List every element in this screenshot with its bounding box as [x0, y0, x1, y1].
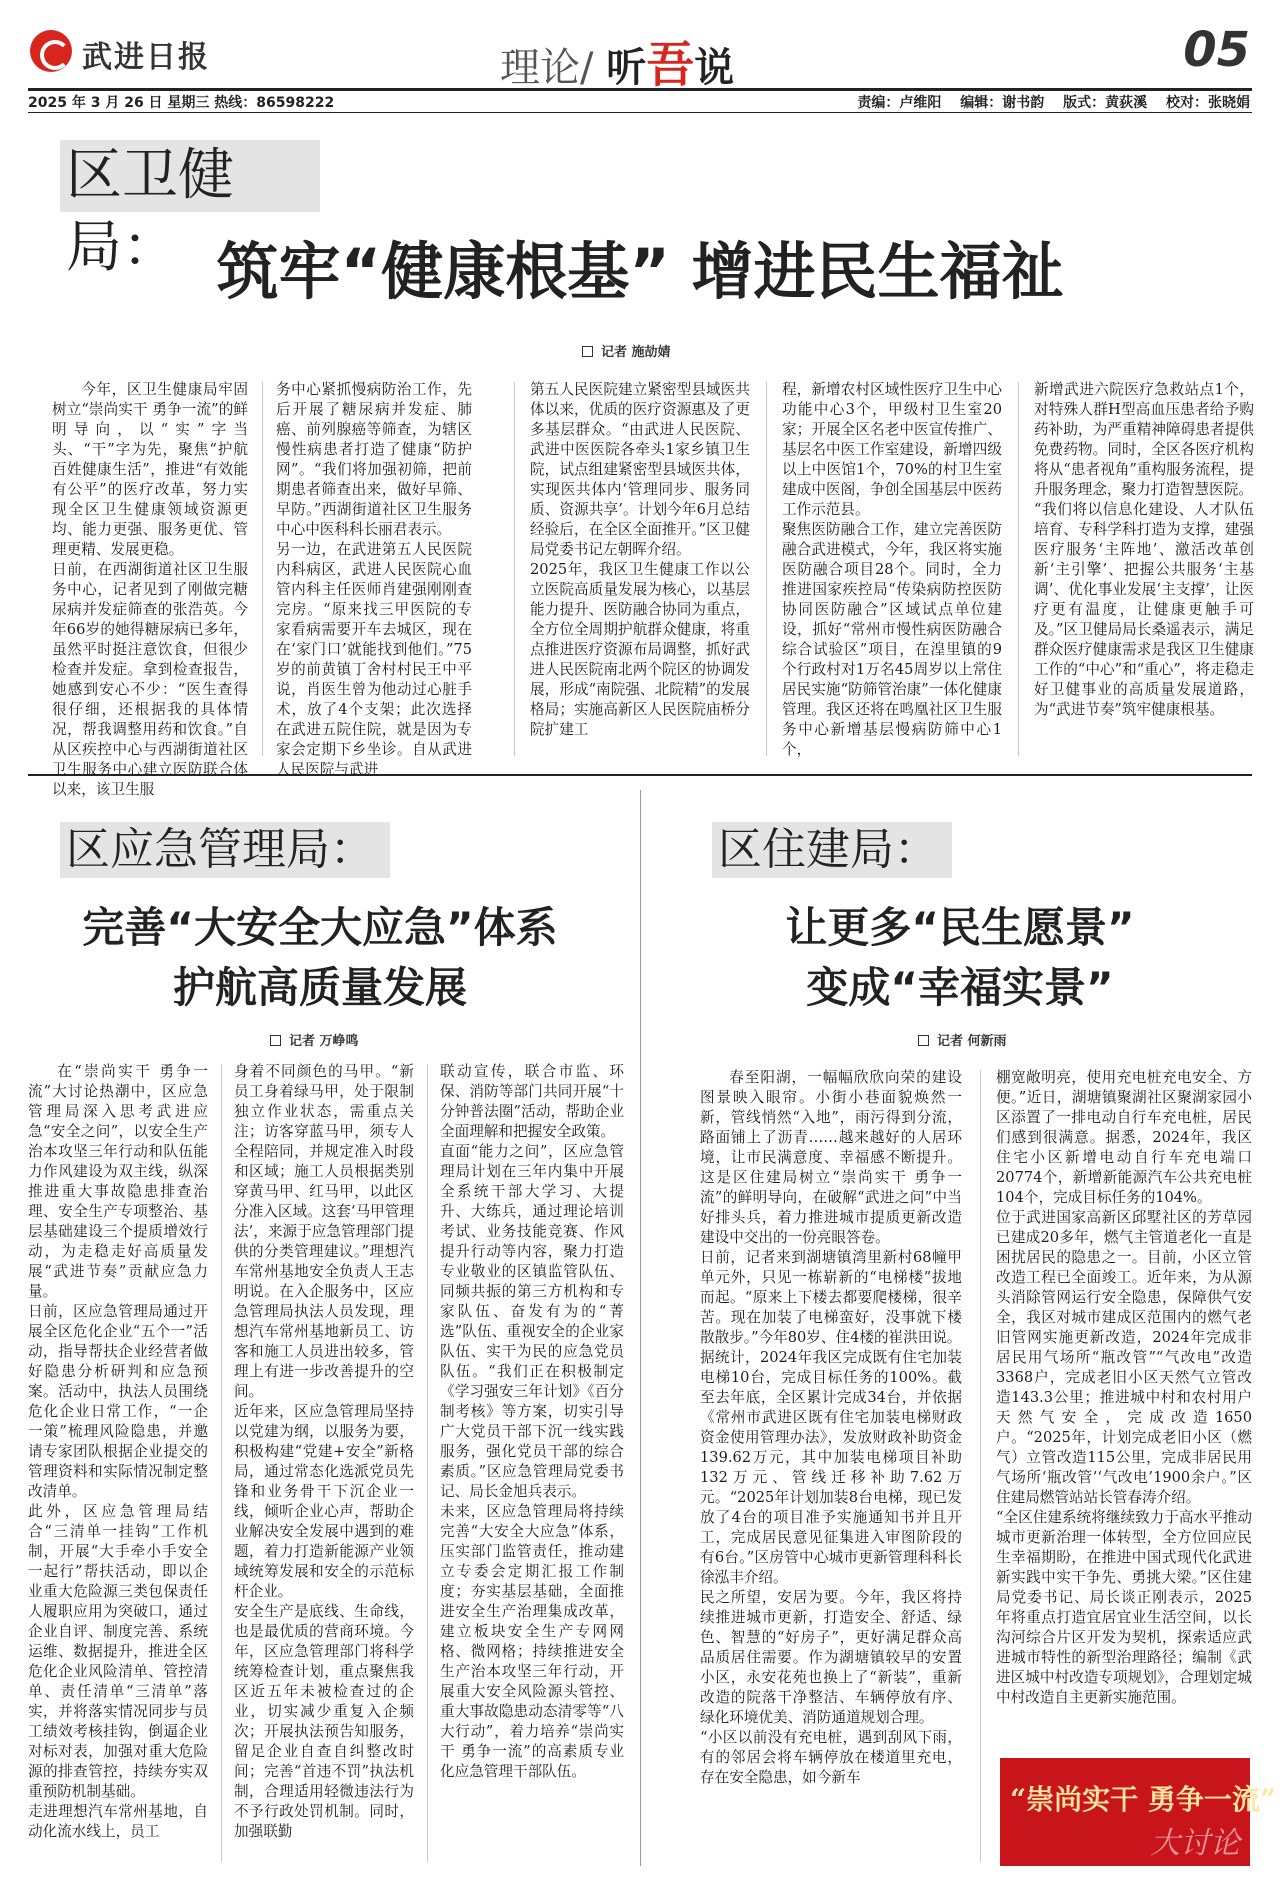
byline-box-icon [270, 1035, 281, 1046]
article1-col1-text: 今年，区卫生健康局牢固树立“崇尚实干 勇争一流”的鲜明导向，以“实”字当头、“干”字为先，聚焦“护航百姓健康生活”，推进“有效能 有公平”的医疗改革，努力实现全区卫生健康领域资源更均、能力更强、服务更优、管理更精、发展更稳。 日前，在西湖街道社区卫生服务中心，记者见到了刚做完糖尿病并发症筛查的张浩英。今年66岁的她得糖尿病已多年，虽然平时挺注意饮食，但很少检查并发症。拿到检查报告，她感到安心不少：“医生查得很仔细，还根据我的具体情况，帮我调整用药和饮食。”自从区疾控中心与西湖街道社区卫生服务中心建立医防联合体以来，该卫生服 [52, 381, 248, 798]
article2-dept-text: 区应急管理局： [66, 824, 374, 875]
article1-column-3 [530, 380, 750, 760]
column-divider [766, 382, 767, 756]
article1-byline [582, 341, 671, 360]
column-divider [262, 382, 263, 756]
article2-column-2 [234, 1062, 414, 1864]
slogan-badge [1000, 1758, 1276, 1866]
article1-col4-text: 程，新增农村区域性医疗卫生中心功能中心3个，甲级村卫生室20家；开展全区名老中医宣传推广、基层名中医工作室建设，新增四级以上中医馆1个，70%的村卫生室建成中医阁，争创全国基层中医药工作示范县。 聚焦医防融合工作，建立完善医防融合武进模式，今年，我区将实施医防融合项目28个。同时，全力推进国家疾控局“传染病防控医防协同医防融合”区域试点单位建设，抓好“常州市慢性病医防融合综合试验区”项目，在湟里镇的9个行政村对1万名45周岁以上常住居民实施“防筛管治康”一体化健康管理。我区还将在鸣凰社区卫生服务中心新增基层慢病防筛中心1个， [782, 381, 1002, 758]
article2-headline-line1: 完善“大安全大应急”体系 [82, 903, 558, 952]
article1-dept-label [60, 140, 320, 280]
article1-col2-text: 务中心紧抓慢病防治工作，先后开展了糖尿病并发症、肺癌、前列腺癌等筛查，为辖区慢性病患者打造了健康“防护网”。“我们将加强初筛，把前期患者筛查出来，做好早筛、早防。”西湖街道社区卫生服务中心中医科科长丽君表示。 另一边，在武进第五人民医院内科病区，武进人民医院心血管内科主任医师肖建强刚刚查完房。“原来找三甲医院的专家看病需要开车去城区，现在在‘家门口’就能找到他们。”75岁的前黄镇丁舍村村民王中平说，肖医生曾为他动过心脏手术，放了4个支架；此次选择在武进五院住院，就是因为专家会定期下乡坐诊。自从武进人民医院与武进 [276, 381, 472, 778]
article-divider [640, 790, 641, 1866]
byline-box-icon [918, 1035, 929, 1046]
article1-column-2 [276, 380, 472, 778]
slogan-badge-subtext: 大讨论 [1150, 1826, 1240, 1861]
article2-col2-text: 身着不同颜色的马甲。“新员工身着绿马甲，处于限制独立作业状态，需重点关注；访客穿蓝马甲，须专人全程陪同，并规定准入时段和区域；施工人员根据类别穿黄马甲、红马甲，以此区分准入区域。这套‘马甲管理法’，来源于应急管理部门提供的分类管理建议。”理想汽车常州基地安全负责人王志明说。在入企服务中，区应急管理局执法人员发现，理想汽车常州基地新员工、访客和施工人员进出较多，管理上有进一步改善提升的空间。 近年来，区应急管理局坚持以党建为纲，以服务为要，积极构建“党建+安全”新格局，通过常态化选派党员先锋和业务骨干下沉企业一线，倾听企业心声，帮助企业解决安全发展中遇到的难题，着力打造新能源产业领域统筹发展和安全的示范标杆企业。 安全生产是底线、生命线，也是最优质的营商环境。今年，区应急管理部门将科学统筹检查计划，重点聚焦我区近五年未被检查过的企业，切实减少重复入企频次；开展执法预告知服务，留足企业自查自纠整改时间；完善“首违不罚”执法机制，合理适用轻微违法行为不予行政处罚机制。同时，加强联勤 [234, 1063, 414, 1840]
section-right-2: 吾 [646, 37, 695, 93]
section-right-1: 听 [606, 45, 647, 91]
article3-byline [918, 1030, 1007, 1049]
section-title [500, 26, 734, 95]
article1-byline-text: 记者 施劼婧 [601, 345, 671, 360]
article3-column-2 [996, 1068, 1252, 1750]
article2-column-3 [440, 1062, 624, 1864]
article2-col3-text: 联动宣传，联合市监、环保、消防等部门共同开展“十分钟普法圈”活动，帮助企业全面理解和把握安全政策。 直面“能力之问”，区应急管理局计划在三年内集中开展全系统干部大学习、大提升、大练兵，通过理论培训考试、业务技能竞赛、作风提升行动等内容，聚力打造专业敬业的区镇监管队伍、同频共振的第三方机构和专家队伍、奋发有为的“菁选”队伍、重视安全的企业家队伍、实干为民的应急党员队伍。“我们正在积极制定《学习强安三年计划》《百分制考核》等方案，切实引导广大党员干部下沉一线实践服务，强化党员干部的综合素质。”区应急管理局党委书记、局长金旭兵表示。 未来，区应急管理局将持续完善“大安全大应急”体系，压实部门监管责任，推动建立专委会定期汇报工作制度；夯实基层基础，全面推进安全生产治理集成改革，建立板块安全生产专网网格、微网格；持续推进安全生产治本攻坚三年行动，开展重大安全风险源头管控、重大事故隐患动态清零等“八大行动”，着力培养“崇尚实干 勇争一流”的高素质专业化应急管理干部队伍。 [440, 1063, 624, 1780]
article3-col1-text: 春至阳湖，一幅幅欣欣向荣的建设图景映入眼帘。小街小巷面貌焕然一新，管线悄然“入地”，雨污得到分流，路面铺上了沥青……越来越好的人居环境，让市民满意度、幸福感不断提升。这是区住建局树立“崇尚实干 勇争一流”的鲜明导向，在破解“武进之问”中当好排头兵，着力推进城市提质更新改造建设中交出的一份亮眼答卷。 日前，记者来到湖塘镇湾里新村68幢甲单元外，只见一栋崭新的“电梯楼”拔地而起。“原来上下楼去都要爬楼梯，很辛苦。现在加装了电梯蛮好，没事就下楼散散步。”今年80岁、住4楼的崔洪田说。 据统计，2024年我区完成既有住宅加装电梯10台，完成目标任务的100%。截至去年底，全区累计完成34台，并依据《常州市武进区既有住宅加装电梯财政资金使用管理办法》，发放财政补助资金139.62万元，其中加装电梯项目补助132万元、管线迁移补助7.62万元。“2025年计划加装8台电梯，现已发放了4台的项目准予实施通知书并且开工，完成居民意见征集进入审图阶段的有6台。”区房管中心城市更新管理科科长徐泓丰介绍。 民之所望，安居为要。今年，我区将持续推进城市更新，打造安全、舒适、绿色、智慧的“好房子”，更好满足群众高品质居住需要。作为湖塘镇较早的安置小区，永安花苑也换上了“新装”，重新改造的院落干净整洁、车辆停放有序、绿化环境优美、消防通道规划合理。 “小区以前没有充电桩，遇到刮风下雨，有的邻居会将车辆停放在楼道里充电，存在安全隐患，如今新车 [700, 1069, 962, 1786]
article3-byline-text: 记者 何新雨 [937, 1034, 1007, 1049]
column-divider [514, 382, 515, 756]
column-divider [980, 1070, 981, 1862]
article3-headline-line2: 变成“幸福实景” [806, 963, 1114, 1012]
article2-col1-text: 在“崇尚实干 勇争一流”大讨论热潮中，区应急管理局深入思考武进应急“安全之问”，以安全生产治本攻坚三年行动和队伍能力作风建设为双主线，纵深推进重大事故隐患排查治理、安全生产专项整治、基层基础建设三个提质增效行动，为走稳走好高质量发展“武进节奏”贡献应急力量。 日前，区应急管理局通过开展全区危化企业“五个一”活动，指导帮扶企业经营者做好隐患分析研判和应急预案。活动中，执法人员围绕危化企业日常工作，“一企一策”梳理风险隐患，并邀请专家团队根据企业提交的管理资料和实际情况制定整改清单。 此外，区应急管理局结合“三清单一挂钩”工作机制，开展“大手牵小手安全一起行”帮扶活动，即以企业重大危险源三类包保责任人履职应用为突破口，通过企业自评、制度完善、系统运维、数据提升，推进全区危化企业风险清单、管控清单、责任清单“三清单”落实，并将落实情况同步与员工绩效考核挂钩，倒逼企业对标对表，加强对重大危险源的排查管控，持续夯实双重预防机制基础。 走进理想汽车常州基地，自动化流水线上，员工 [28, 1063, 208, 1840]
article1-dept-text: 区卫健局： [66, 143, 234, 280]
paper-logo-icon [30, 30, 72, 72]
article2-dept-label [60, 822, 390, 878]
article3-dept-text: 区住建局： [718, 824, 938, 875]
page-number: 05 [1183, 22, 1250, 78]
article3-col2-text: 棚宽敞明亮，使用充电桩充电安全、方便。”近日，湖塘镇聚湖社区聚湖家园小区添置了一排电动自行车充电桩，居民们感到很满意。据悉，2024年，我区住宅小区新增电动自行车充电端口20774个，新增新能源汽车公共充电桩104个，完成目标任务的104%。 位于武进国家高新区邱墅社区的芳草园已建成20多年，燃气主管道老化一直是困扰居民的隐患之一。目前，小区立管改造工程已全面竣工。近年来，为从源头消除管网运行安全隐患，保障供气安全，我区对城市建成区范围内的燃气老旧管网实施更新改造，2024年完成非居民用气场所“瓶改管”“气改电”改造3368户，完成老旧小区天然气立管改造143.3公里；推进城中村和农村用户天然气安全，完成改造1650户。“2025年，计划完成老旧小区（燃气）立管改造115公里，完成非居民用气场所‘瓶改管’‘气改电’1900余户。”区住建局燃管站站长管春涛介绍。 “全区住建系统将继续致力于高水平推动城市更新治理一体转型，全方位回应民生幸福期盼，在推进中国式现代化武进新实践中实干争先、勇挑大梁。”区住建局党委书记、局长谈正刚表示，2025年将重点打造宜居宜业生活空间，以长沟河综合片区开发为契机，探索适应武进城市特性的新型治理路径；编制《武进区城中村改造专项规划》，合理划定城中村改造自主更新实施范围。 [996, 1069, 1252, 1706]
article2-headline-line2: 护航高质量发展 [172, 963, 467, 1012]
section-right-3: 说 [694, 45, 735, 91]
article2-byline [270, 1030, 359, 1049]
article1-headline: 筑牢“健康根基” 增进民生福祉 [216, 235, 1064, 308]
byline-box-icon [582, 346, 593, 357]
article1-col5-text: 新增武进六院医疗急救站点1个，对特殊人群H型高血压患者给予购药补助，为严重精神障碍患者提供免费药物。同时，全区各医疗机构将从“患者视角”重构服务流程，提升服务理念，聚力打造智慧医院。 “我们将以信息化建设、人才队伍培育、专科学科打造为支撑，建强医疗服务‘主阵地’、激活改革创新‘主引擎’、把握公共服务‘主基调’、优化事业发展‘主支撑’，让医疗更有温度，让健康更触手可及。”区卫健局局长桑遥表示，满足群众医疗健康需求是我区卫生健康工作的“中心”和“重心”，将走稳走好卫健事业的高质量发展道路，为“武进节奏”筑牢健康根基。 [1034, 381, 1254, 718]
section-left: 理论 [500, 45, 580, 91]
article1-column-4 [782, 380, 1002, 760]
editor-credits: 责编：卢维阳 编辑：谢书韵 版式：黄荻溪 校对：张晓娟 [857, 95, 1250, 111]
article2-byline-text: 记者 万峥鸣 [289, 1034, 359, 1049]
section-divider [28, 774, 1252, 776]
article3-column-1 [700, 1068, 962, 1864]
section-slash: / [580, 45, 594, 91]
dateline: 2025 年 3 月 26 日 星期三 热线：86598222 [28, 95, 335, 111]
column-divider [427, 1064, 428, 1862]
article1-col3-text: 第五人民医院建立紧密型县域医共体以来，优质的医疗资源惠及了更多基层群众。“由武进人民医院、武进中医医院各牵头1家乡镇卫生院，试点组建紧密型县域医共体，实现医共体内‘管理同步、服务同质、资源共享’。计划今年6月总结经验后，在全区全面推开。”区卫健局党委书记左朝晖介绍。 2025年，我区卫生健康工作以公立医院高质量发展为核心，以基层能力提升、医防融合协同为重点，全方位全周期护航群众健康，将重点推进医疗资源布局调整，抓好武进人民医院南北两个院区的协调发展，形成“南院强、北院精”的发展格局；实施高新区人民医院庙桥分院扩建工 [530, 381, 750, 738]
paper-name: 武进日报 [82, 40, 210, 75]
article1-column-1 [52, 380, 248, 798]
article3-dept-label [712, 822, 952, 878]
article1-column-5 [1034, 380, 1254, 760]
masthead-rule [28, 88, 1252, 91]
column-divider [1018, 382, 1019, 756]
article3-headline-line1: 让更多“民生愿景” [785, 903, 1135, 952]
column-divider [221, 1064, 222, 1862]
slogan-badge-text: “崇尚实干 勇争一流” [1010, 1783, 1276, 1816]
masthead-rule-thin [28, 112, 1252, 113]
article2-column-1 [28, 1062, 208, 1864]
